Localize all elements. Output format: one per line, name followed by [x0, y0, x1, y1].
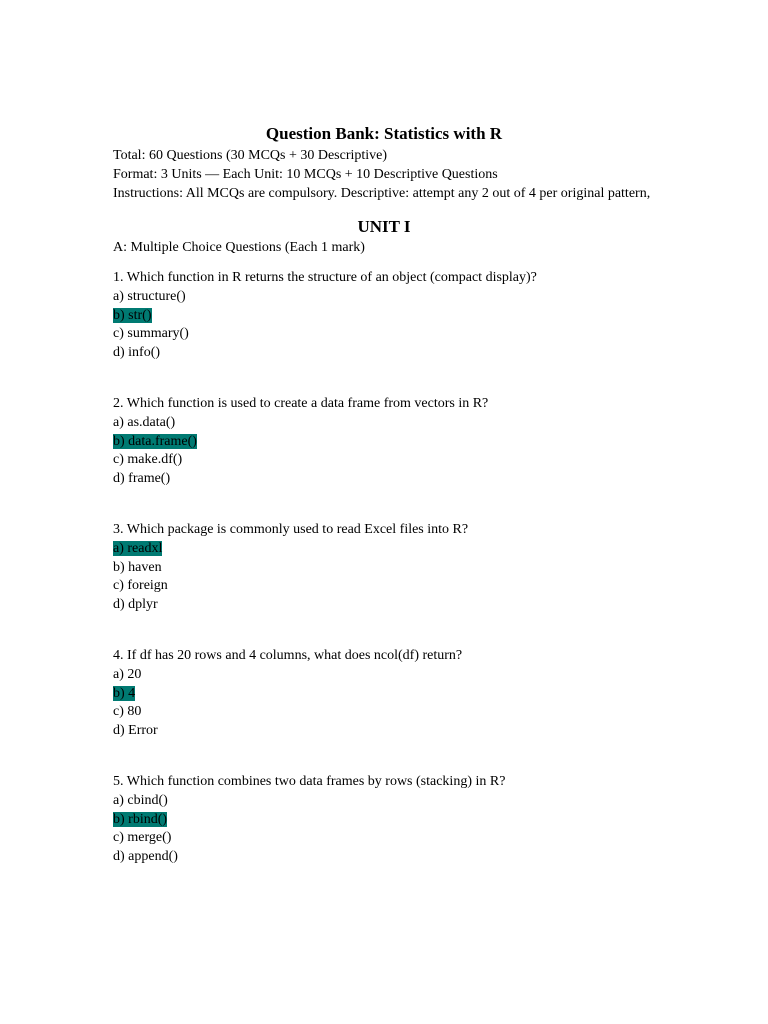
option-label: d) frame() [113, 471, 171, 487]
answer-option [113, 325, 733, 344]
answer-option [113, 792, 733, 811]
document-meta [113, 146, 733, 203]
answer-option [113, 829, 733, 848]
answer-option [113, 433, 733, 452]
highlighted-option-label: b) data.frame() [113, 433, 197, 449]
highlighted-option-label: b) 4 [113, 685, 136, 701]
option-label: c) 80 [113, 704, 142, 720]
answer-option [113, 470, 733, 489]
option-label: a) structure() [113, 288, 186, 304]
answer-option [113, 540, 733, 559]
option-label: c) merge() [113, 830, 172, 846]
option-label: c) foreign [113, 578, 168, 594]
option-label: b) haven [113, 559, 162, 575]
section-label: A: Multiple Choice Questions (Each 1 mark) [113, 240, 365, 255]
option-label: c) summary() [113, 326, 189, 342]
highlighted-option-label: b) rbind() [113, 811, 168, 827]
question-text: 1. Which function in R returns the structure of an object (compact display)? [113, 270, 537, 285]
question-text: 3. Which package is commonly used to read Excel files into R? [113, 522, 469, 537]
answer-option [113, 577, 733, 596]
option-label: a) cbind() [113, 792, 168, 808]
option-label: c) make.df() [113, 452, 183, 468]
format-line: Format: 3 Units — Each Unit: 10 MCQs + 10 Descriptive Questions [113, 167, 498, 182]
question-block [113, 773, 733, 867]
answer-option [113, 596, 733, 615]
answer-option [113, 559, 733, 578]
answer-option [113, 811, 733, 830]
question-block [113, 395, 733, 489]
answer-option [113, 451, 733, 470]
answer-option [113, 848, 733, 867]
question-text: 4. If df has 20 rows and 4 columns, what does ncol(df) return? [113, 648, 463, 663]
highlighted-option-label: a) readxl [113, 540, 163, 556]
question-block [113, 521, 733, 615]
question-block [113, 647, 733, 741]
question-text: 2. Which function is used to create a data frame from vectors in R? [113, 396, 489, 411]
option-label: d) dplyr [113, 597, 158, 613]
answer-option [113, 344, 733, 363]
answer-option [113, 414, 733, 433]
answer-option [113, 307, 733, 326]
option-label: d) Error [113, 723, 158, 739]
option-label: a) 20 [113, 666, 142, 682]
highlighted-option-label: b) str() [113, 307, 152, 323]
option-label: d) info() [113, 345, 161, 361]
answer-option [113, 685, 733, 704]
answer-option [113, 703, 733, 722]
instructions-line: Instructions: All MCQs are compulsory. Descriptive: attempt any 2 out of 4 per original pattern, [113, 186, 651, 201]
document-title: Question Bank: Statistics with R [265, 124, 503, 143]
question-block [113, 269, 733, 363]
answer-option [113, 722, 733, 741]
question-text: 5. Which function combines two data frames by rows (stacking) in R? [113, 774, 506, 789]
total-line: Total: 60 Questions (30 MCQs + 30 Descriptive) [113, 148, 388, 163]
answer-option [113, 666, 733, 685]
option-label: a) as.data() [113, 414, 176, 430]
answer-option [113, 288, 733, 307]
option-label: d) append() [113, 849, 178, 865]
unit-heading: UNIT I [357, 217, 411, 236]
